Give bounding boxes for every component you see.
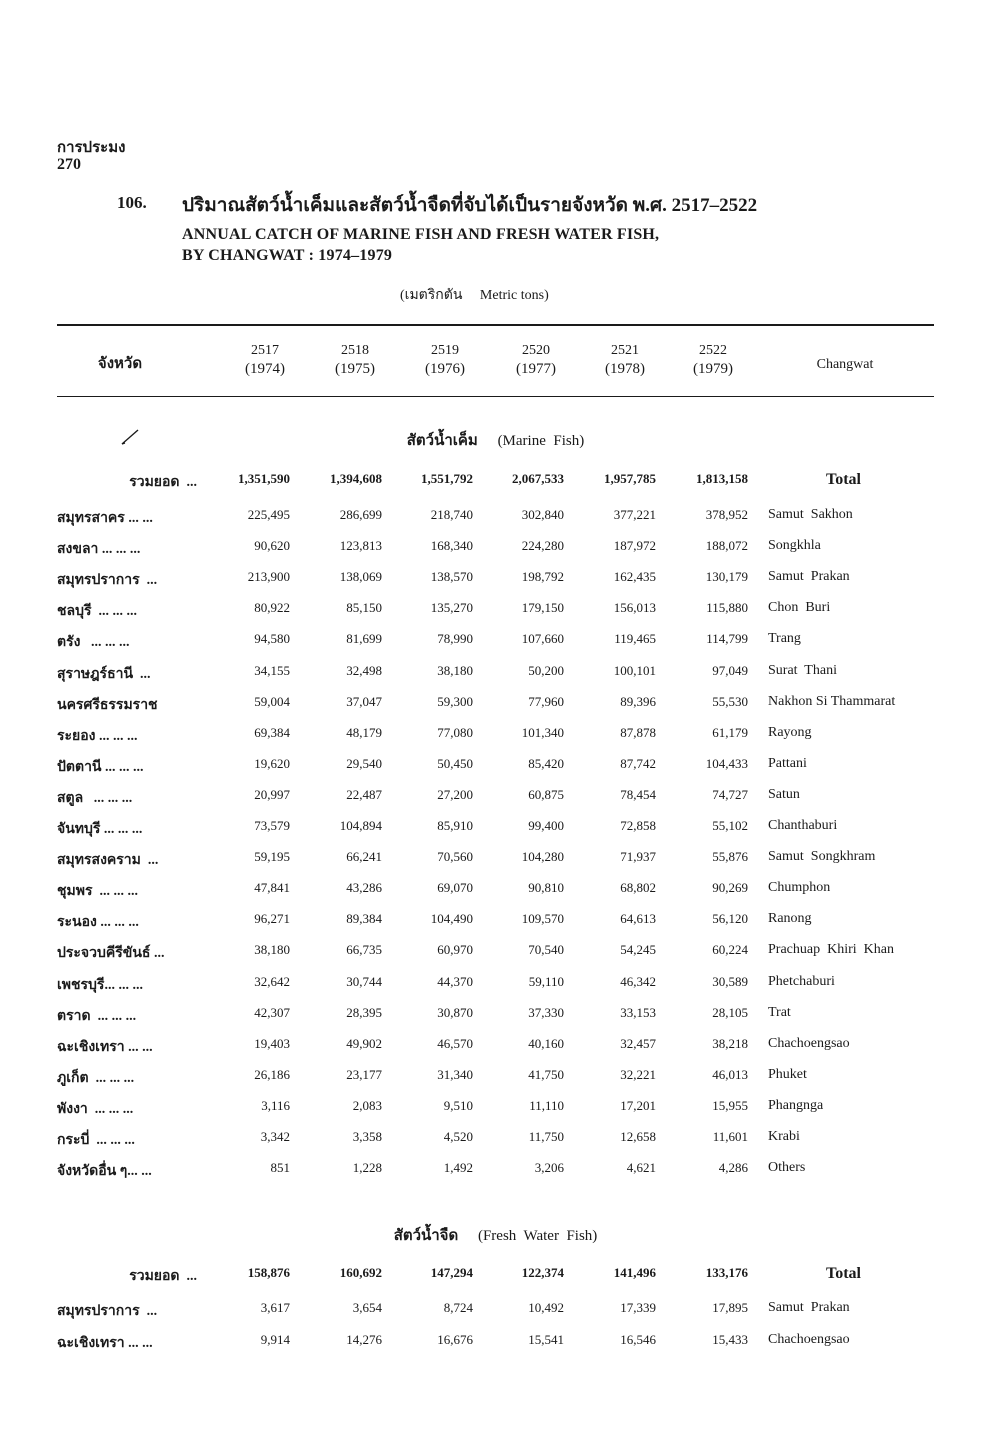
catch-value: 19,620: [254, 755, 290, 771]
year-be: 2522: [699, 343, 727, 358]
catch-value: 1,492: [443, 1160, 473, 1176]
catch-value: 77,080: [437, 724, 473, 740]
catch-value: 302,840: [521, 507, 564, 522]
column-header-year: [668, 341, 758, 379]
catch-value: 1,394,608: [330, 471, 382, 486]
catch-value: 87,742: [620, 755, 656, 771]
total-row: [0, 1265, 990, 1289]
table-title-english-line1: ANNUAL CATCH OF MARINE FISH AND FRESH WATER FISH,: [182, 226, 660, 243]
table-row: [0, 942, 990, 966]
catch-value: 9,510: [443, 1097, 473, 1113]
catch-value: 104,490: [430, 911, 473, 927]
catch-value: 1,551,792: [421, 471, 473, 486]
year-ce: (1975): [335, 361, 375, 377]
catch-value: 100,101: [613, 662, 656, 678]
table-row: [0, 756, 990, 780]
province-name-thai: ตราด ... ... ...: [57, 1008, 137, 1024]
table-row: [0, 787, 990, 811]
catch-value: 109,570: [521, 911, 564, 927]
catch-value: 3,116: [261, 1097, 290, 1113]
catch-value: 60,224: [712, 942, 748, 958]
catch-value: 33,153: [620, 1004, 656, 1020]
catch-value: 1,957,785: [604, 471, 656, 486]
catch-value: 27,200: [437, 786, 473, 802]
catch-value: 123,813: [339, 538, 382, 554]
catch-value: 32,498: [346, 662, 382, 678]
catch-value: 15,541: [528, 1332, 564, 1347]
table-row: [0, 694, 990, 718]
catch-value: 29,540: [346, 755, 382, 771]
table-row: [0, 1067, 990, 1091]
catch-value: 32,221: [620, 1066, 656, 1082]
table-row: [0, 1332, 990, 1356]
catch-value: 3,206: [534, 1160, 564, 1176]
catch-value: 3,617: [260, 1300, 290, 1315]
catch-value: 3,358: [352, 1129, 382, 1144]
catch-value: 73,579: [254, 818, 290, 833]
catch-value: 85,910: [437, 818, 473, 833]
column-header-changwat: Changwat: [816, 357, 874, 372]
catch-value: 17,339: [620, 1300, 656, 1315]
catch-value: 97,049: [712, 662, 748, 678]
catch-value: 50,450: [437, 755, 473, 771]
catch-value: 11,110: [529, 1097, 564, 1113]
province-name-english: Samut Prakan: [768, 569, 850, 585]
catch-value: 69,070: [437, 880, 473, 896]
province-name-thai: จังหวัดอื่น ๆ... ...: [57, 1164, 152, 1180]
year-ce: (1974): [245, 361, 285, 377]
province-name-english: Chachoengsao: [768, 1035, 850, 1051]
province-name-thai: สมุทรสงคราม ...: [57, 853, 159, 869]
province-name-english: Prachuap Khiri Khan: [768, 942, 894, 958]
province-name-thai: สมุทรปราการ ...: [57, 573, 158, 589]
province-name-thai: สตูล ... ... ...: [57, 790, 133, 806]
province-name-thai: ปัตตานี ... ... ...: [57, 759, 144, 775]
table-title-english-line2: BY CHANGWAT : 1974–1979: [182, 247, 393, 264]
table-row: [0, 1160, 990, 1184]
catch-value: 60,970: [437, 942, 473, 958]
catch-value: 147,294: [430, 1265, 473, 1280]
province-name-thai: ตรัง ... ... ...: [57, 635, 130, 651]
catch-value: 48,179: [346, 724, 382, 740]
catch-value: 9,914: [260, 1332, 290, 1347]
province-name-thai: สมุทรปราการ ...: [57, 1304, 158, 1319]
province-name-thai: รวมยอด ...: [129, 475, 197, 490]
catch-value: 2,067,533: [512, 471, 564, 486]
catch-value: 23,177: [346, 1066, 382, 1082]
catch-value: 141,496: [613, 1265, 656, 1280]
catch-value: 41,750: [528, 1066, 564, 1082]
year-be: 2518: [341, 343, 369, 358]
table-row: [0, 538, 990, 562]
catch-value: 66,241: [346, 849, 382, 865]
catch-value: 1,813,158: [696, 471, 748, 486]
year-ce: (1978): [605, 361, 645, 377]
catch-value: 96,271: [254, 911, 290, 927]
catch-value: 138,570: [430, 569, 473, 585]
catch-value: 378,952: [705, 507, 748, 522]
province-name-english: Samut Sakhon: [768, 507, 853, 522]
catch-value: 15,433: [712, 1332, 748, 1347]
table-row: [0, 911, 990, 935]
catch-value: 54,245: [620, 942, 656, 958]
table-header-rule: [57, 396, 934, 397]
catch-value: 198,792: [521, 569, 564, 585]
catch-value: 119,465: [614, 631, 656, 647]
catch-value: 19,403: [254, 1035, 290, 1051]
province-name-thai: สุราษฎร์ธานี ...: [57, 666, 151, 682]
province-name-english: Phuket: [768, 1066, 807, 1082]
table-row: [0, 507, 990, 531]
catch-value: 28,395: [346, 1004, 382, 1020]
unit-label: (เมตริกตัน Metric tons): [400, 288, 549, 303]
catch-value: 377,221: [613, 507, 656, 522]
catch-value: 14,276: [346, 1332, 382, 1347]
total-row: [0, 471, 990, 495]
province-name-thai: เพชรบุรี... ... ...: [57, 977, 143, 993]
province-name-english: Chanthaburi: [768, 818, 838, 833]
catch-value: 224,280: [521, 538, 564, 554]
catch-value: 46,570: [437, 1035, 473, 1051]
catch-value: 15,955: [712, 1097, 748, 1113]
catch-value: 1,228: [352, 1160, 382, 1176]
catch-value: 17,895: [712, 1300, 748, 1315]
year-be: 2521: [611, 343, 639, 358]
catch-value: 11,750: [528, 1129, 564, 1144]
catch-value: 179,150: [521, 600, 564, 616]
catch-value: 44,370: [437, 973, 473, 989]
province-name-english: Chachoengsao: [768, 1332, 850, 1347]
marine-title-english: (Marine Fish): [497, 433, 585, 449]
year-ce: (1979): [693, 361, 733, 377]
table-row: [0, 663, 990, 687]
table-number: 106.: [117, 193, 147, 212]
catch-value: 10,492: [528, 1300, 564, 1315]
catch-value: 22,487: [346, 786, 382, 802]
province-name-english: Krabi: [768, 1129, 800, 1144]
catch-value: 99,400: [528, 818, 564, 833]
table-top-rule: [57, 324, 934, 326]
marine-title-thai: สัตว์น้ำเค็ม: [406, 433, 478, 449]
catch-value: 162,435: [613, 569, 656, 585]
catch-value: 135,270: [430, 600, 473, 616]
province-name-english: Total: [826, 1265, 861, 1282]
catch-value: 78,454: [620, 786, 656, 802]
catch-value: 31,340: [437, 1066, 473, 1082]
province-name-english: Phetchaburi: [768, 973, 835, 989]
catch-value: 77,960: [528, 693, 564, 709]
province-name-english: Satun: [768, 786, 800, 802]
province-name-english: Samut Songkhram: [768, 849, 876, 865]
column-header-year: [580, 341, 670, 379]
province-name-english: Trat: [768, 1004, 791, 1020]
catch-value: 69,384: [254, 724, 290, 740]
catch-value: 851: [270, 1160, 290, 1176]
table-row: [0, 880, 990, 904]
catch-value: 4,520: [443, 1129, 473, 1144]
catch-value: 59,300: [437, 693, 473, 709]
province-name-english: Total: [826, 471, 861, 488]
catch-value: 107,660: [521, 631, 564, 647]
province-name-english: Ranong: [768, 911, 812, 927]
catch-value: 42,307: [254, 1004, 290, 1020]
catch-value: 20,997: [254, 786, 290, 802]
catch-value: 130,179: [705, 569, 748, 585]
catch-value: 55,876: [712, 849, 748, 865]
catch-value: 218,740: [430, 507, 473, 522]
catch-value: 104,894: [339, 818, 382, 833]
catch-value: 55,530: [712, 693, 748, 709]
year-ce: (1977): [516, 361, 556, 377]
catch-value: 8,724: [443, 1300, 473, 1315]
catch-value: 89,384: [346, 911, 382, 927]
province-name-english: Chumphon: [768, 880, 831, 896]
catch-value: 85,150: [346, 600, 382, 616]
table-row: [0, 974, 990, 998]
catch-value: 90,269: [712, 880, 748, 896]
table-title-thai: ปริมาณสัตว์น้ำเค็มและสัตว์น้ำจืดที่จับได้เป็นรายจังหวัด พ.ศ. 2517–2522: [182, 195, 758, 216]
table-row: [0, 1129, 990, 1153]
year-be: 2520: [522, 343, 550, 358]
province-name-english: Songkhla: [768, 538, 821, 554]
catch-value: 66,735: [346, 942, 382, 958]
column-header-year: [310, 341, 400, 379]
column-header-year: [491, 341, 581, 379]
catch-value: 40,160: [528, 1035, 564, 1051]
year-ce: (1976): [425, 361, 465, 377]
catch-value: 59,110: [528, 973, 564, 989]
catch-value: 38,180: [437, 662, 473, 678]
catch-value: 49,902: [346, 1035, 382, 1051]
province-name-thai: สงขลา ... ... ...: [57, 542, 141, 558]
province-name-thai: นครศรีธรรมราช: [57, 697, 158, 713]
catch-value: 90,620: [254, 538, 290, 554]
catch-value: 61,179: [712, 724, 748, 740]
province-name-english: Chon Buri: [768, 600, 831, 616]
table-row: [0, 631, 990, 655]
province-name-thai: ระนอง ... ... ...: [57, 915, 139, 931]
catch-value: 158,876: [247, 1265, 290, 1280]
catch-value: 168,340: [430, 538, 473, 554]
freshwater-title-thai: สัตว์น้ำจืด: [393, 1228, 459, 1244]
province-name-thai: ชุมพร ... ... ...: [57, 884, 138, 900]
catch-value: 64,613: [620, 911, 656, 927]
catch-value: 85,420: [528, 755, 564, 771]
table-row: [0, 1005, 990, 1029]
catch-value: 70,540: [528, 942, 564, 958]
province-name-thai: พังงา ... ... ...: [57, 1101, 134, 1117]
catch-value: 2,083: [352, 1097, 382, 1113]
catch-value: 70,560: [437, 849, 473, 865]
province-name-thai: รวมยอด ...: [129, 1269, 197, 1284]
province-name-english: Pattani: [768, 755, 807, 771]
province-name-thai: ฉะเชิงเทรา ... ...: [57, 1039, 153, 1055]
catch-value: 78,990: [437, 631, 473, 647]
catch-value: 115,880: [706, 600, 748, 616]
province-name-english: Phangnga: [768, 1097, 824, 1113]
province-name-thai: ประจวบคีรีขันธ์ ...: [57, 946, 165, 962]
table-row: [0, 849, 990, 873]
catch-value: 68,802: [620, 880, 656, 896]
province-name-thai: ระยอง ... ... ...: [57, 728, 138, 744]
province-name-thai: จันทบุรี ... ... ...: [57, 822, 143, 837]
catch-value: 30,744: [346, 973, 382, 989]
catch-value: 30,870: [437, 1004, 473, 1020]
column-header-year: [220, 341, 310, 379]
table-row: [0, 1300, 990, 1324]
catch-value: 72,858: [620, 818, 656, 833]
catch-value: 104,280: [521, 849, 564, 865]
table-row: [0, 1098, 990, 1122]
catch-value: 11,601: [712, 1129, 748, 1144]
province-name-thai: กระบี่ ... ... ...: [57, 1133, 135, 1148]
freshwater-section-title: [57, 1223, 934, 1247]
table-row: [0, 818, 990, 842]
catch-value: 37,330: [528, 1004, 564, 1020]
catch-value: 286,699: [339, 507, 382, 522]
catch-value: 17,201: [620, 1097, 656, 1113]
section-label: การประมง: [57, 140, 126, 156]
catch-value: 59,004: [254, 693, 290, 709]
catch-value: 50,200: [528, 662, 564, 678]
catch-value: 4,621: [626, 1160, 656, 1176]
marine-section-title: [57, 428, 934, 452]
catch-value: 12,658: [620, 1129, 656, 1144]
catch-value: 55,102: [712, 818, 748, 833]
catch-value: 16,676: [437, 1332, 473, 1347]
catch-value: 94,580: [254, 631, 290, 647]
catch-value: 28,105: [712, 1004, 748, 1020]
catch-value: 30,589: [712, 973, 748, 989]
catch-value: 74,727: [712, 786, 748, 802]
table-row: [0, 1036, 990, 1060]
freshwater-title-english: (Fresh Water Fish): [477, 1228, 598, 1244]
catch-value: 26,186: [254, 1066, 290, 1082]
table-row: [0, 600, 990, 624]
catch-value: 46,342: [620, 973, 656, 989]
catch-value: 34,155: [254, 662, 290, 678]
catch-value: 37,047: [346, 693, 382, 709]
province-name-english: Others: [768, 1160, 806, 1176]
catch-value: 59,195: [254, 849, 290, 865]
catch-value: 187,972: [613, 538, 656, 554]
catch-value: 38,218: [712, 1035, 748, 1051]
page-number: 270: [57, 156, 81, 173]
catch-value: 101,340: [521, 724, 564, 740]
catch-value: 188,072: [705, 538, 748, 554]
catch-value: 81,699: [346, 631, 382, 647]
catch-value: 16,546: [620, 1332, 656, 1347]
catch-value: 47,841: [254, 880, 290, 896]
catch-value: 56,120: [712, 911, 748, 927]
catch-value: 32,642: [254, 973, 290, 989]
catch-value: 225,495: [247, 507, 290, 522]
catch-value: 89,396: [620, 693, 656, 709]
year-be: 2517: [251, 343, 279, 358]
catch-value: 90,810: [528, 880, 564, 896]
table-row: [0, 725, 990, 749]
catch-value: 138,069: [339, 569, 382, 585]
catch-value: 1,351,590: [238, 471, 290, 486]
column-header-year: [400, 341, 490, 379]
catch-value: 114,799: [706, 631, 748, 647]
catch-value: 43,286: [346, 880, 382, 896]
province-name-thai: ฉะเชิงเทรา ... ...: [57, 1336, 153, 1351]
column-header-province-thai: จังหวัด: [97, 356, 143, 372]
province-name-english: Samut Prakan: [768, 1300, 850, 1315]
year-be: 2519: [431, 343, 459, 358]
catch-value: 156,013: [613, 600, 656, 616]
catch-value: 4,286: [718, 1160, 748, 1176]
catch-value: 60,875: [528, 786, 564, 802]
catch-value: 160,692: [339, 1265, 382, 1280]
catch-value: 213,900: [247, 569, 290, 585]
province-name-thai: ภูเก็ต ... ... ...: [57, 1070, 135, 1086]
catch-value: 133,176: [705, 1265, 748, 1280]
province-name-english: Surat Thani: [768, 662, 837, 678]
catch-value: 87,878: [620, 724, 656, 740]
table-row: [0, 569, 990, 593]
catch-value: 3,654: [352, 1300, 382, 1315]
province-name-thai: สมุทรสาคร ... ...: [57, 511, 153, 526]
province-name-thai: ชลบุรี ... ... ...: [57, 604, 137, 620]
catch-value: 80,922: [254, 600, 290, 616]
catch-value: 122,374: [521, 1265, 564, 1280]
catch-value: 71,937: [620, 849, 656, 865]
province-name-english: Trang: [768, 631, 801, 647]
catch-value: 38,180: [254, 942, 290, 958]
province-name-english: Rayong: [768, 724, 812, 740]
catch-value: 46,013: [712, 1066, 748, 1082]
catch-value: 3,342: [260, 1129, 290, 1144]
province-name-english: Nakhon Si Thammarat: [768, 693, 896, 709]
catch-value: 104,433: [705, 755, 748, 771]
catch-value: 32,457: [620, 1035, 656, 1051]
